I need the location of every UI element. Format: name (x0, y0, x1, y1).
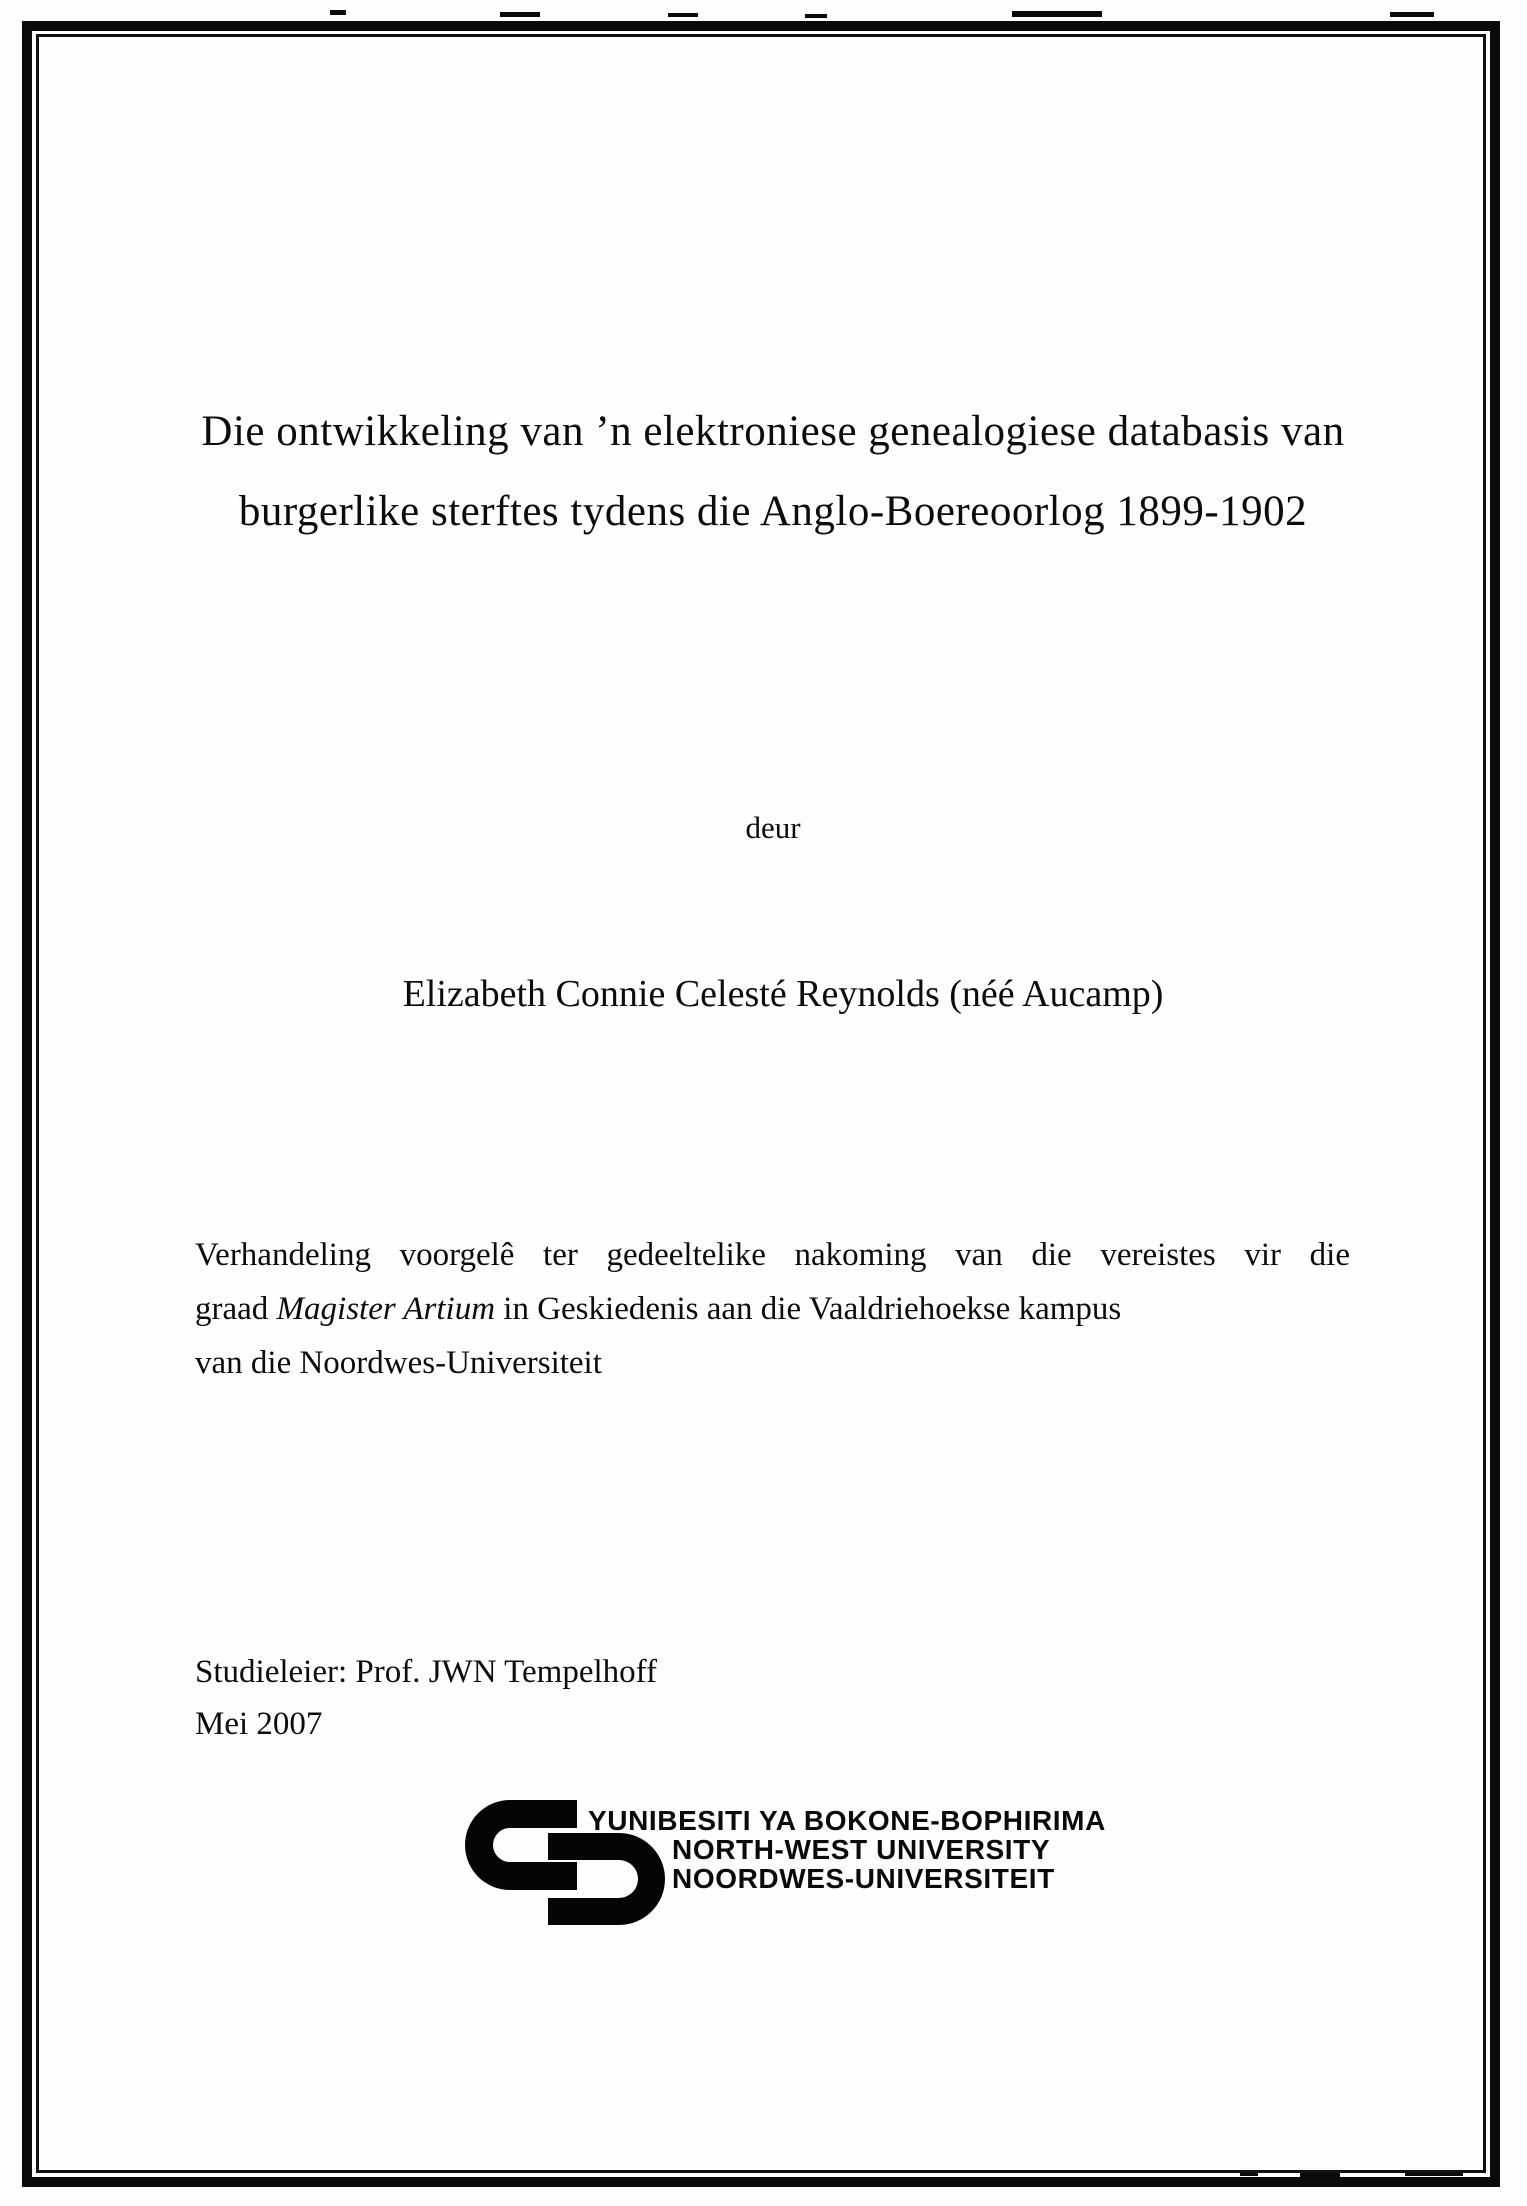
thesis-title (190, 392, 1356, 552)
submission-statement (195, 1228, 1350, 1390)
submission-line-3: van die Noordwes-Universiteit (195, 1345, 602, 1381)
author-name: Elizabeth Connie Celesté Reynolds (néé Aucamp) (402, 973, 1164, 1015)
submission-line-1: Verhandeling voorgelê ter gedeeltelike nakoming van die vereistes vir die (195, 1237, 1350, 1273)
degree-name-italic: Magister Artium (276, 1291, 496, 1327)
byline-deur: deur (745, 810, 801, 845)
logo-text-line-3: NOORDWES-UNIVERSITEIT (672, 1863, 1055, 1894)
submission-line-2-post: in Geskiedenis aan die Vaaldriehoekse kampus (495, 1291, 1122, 1327)
title-line-2: burgerlike sterftes tydens die Anglo-Boereoorlog 1899-1902 (238, 488, 1308, 535)
date-line: Mei 2007 (195, 1706, 323, 1742)
submission-line-2-pre: graad (195, 1291, 277, 1327)
logo-text-line-1: YUNIBESITI YA BOKONE-BOPHIRIMA (588, 1805, 1106, 1836)
chain-link-right-icon (548, 1833, 665, 1925)
title-line-1: Die ontwikkeling van ’n elektroniese genealogiese databasis van (201, 408, 1345, 455)
submission-line-2 (195, 1282, 1350, 1336)
university-logo (465, 1800, 1105, 1980)
scan-artifact (1390, 12, 1434, 17)
supervisor-line: Studieleier: Prof. JWN Tempelhoff (195, 1654, 658, 1690)
logo-text-line-2: NORTH-WEST UNIVERSITY (672, 1834, 1051, 1865)
